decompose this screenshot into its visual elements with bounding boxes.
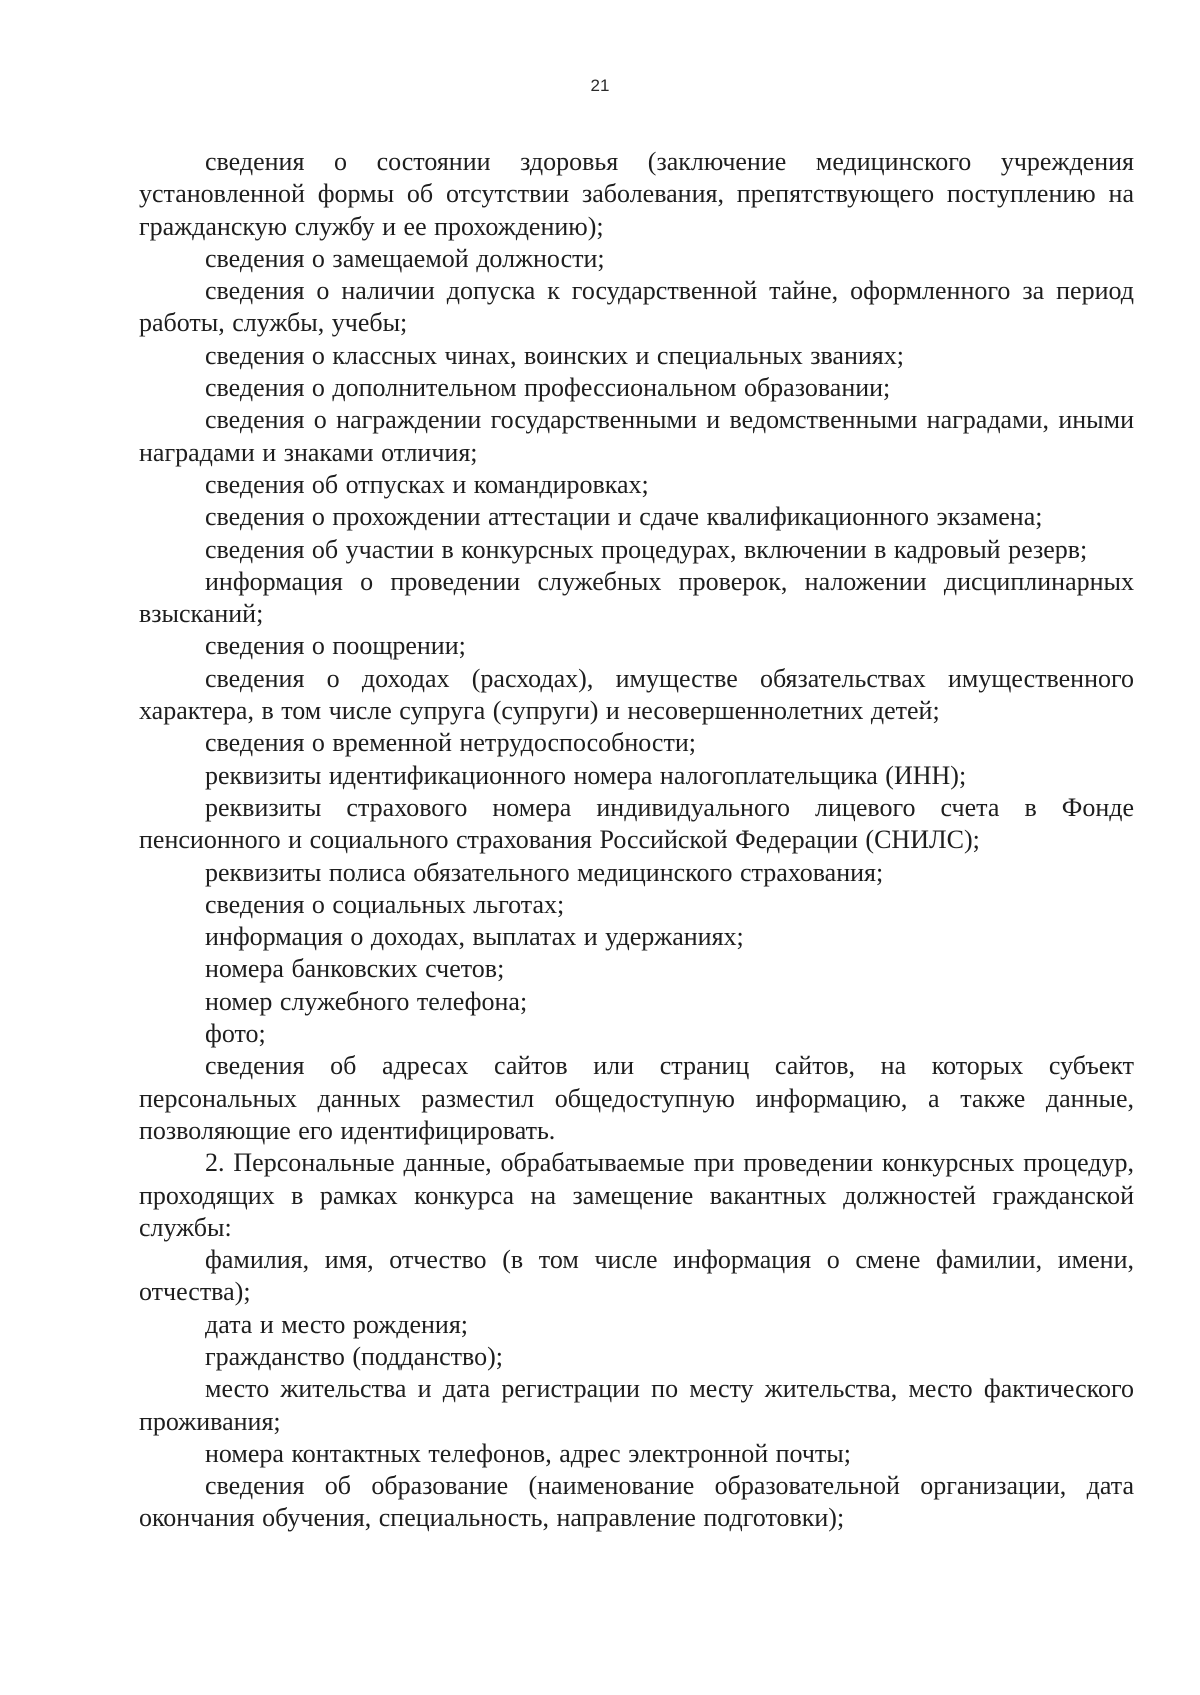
paragraph-photo: фото; — [205, 1019, 266, 1049]
paragraph-education: сведения об образование (наименование образовательной организации, дата окончания обучения, специальность, направление подготовки); — [139, 1471, 1134, 1533]
paragraph-residence: место жительства и дата регистрации по месту жительства, место фактического проживания; — [139, 1374, 1134, 1436]
paragraph-inspections: информация о проведении служебных проверок, наложении дисциплинарных взысканий; — [139, 566, 1134, 629]
paragraph-inn: реквизиты идентификационного номера налогоплательщика (ИНН); — [205, 760, 967, 790]
paragraph-full-name: фамилия, имя, отчество (в том числе информация о смене фамилии, имени, отчества); — [139, 1245, 1134, 1307]
paragraph-health: сведения о состоянии здоровья (заключение медицинского учреждения установленной формы об отсутствии заболевания, препятствующего поступлению на гражданскую службу и ее прохождению); — [139, 147, 1134, 241]
paragraph-encouragement: сведения о поощрении; — [205, 631, 466, 661]
page-number: 21 — [590, 76, 610, 95]
document-body — [139, 146, 1134, 1535]
paragraph-work-phone: номер служебного телефона; — [205, 986, 528, 1016]
paragraph-state-secret: сведения о наличии допуска к государственной тайне, оформленного за период работы, службы, учебы; — [139, 276, 1134, 338]
paragraph-income-declaration: сведения о доходах (расходах), имуществе обязательствах имущественного характера, в том числе супруга (супруги) и несовершеннолетних детей; — [139, 663, 1134, 726]
paragraph-payments: информация о доходах, выплатах и удержаниях; — [205, 922, 744, 952]
paragraph-ranks: сведения о классных чинах, воинских и специальных званиях; — [205, 340, 904, 370]
paragraph-disability: сведения о временной нетрудоспособности; — [205, 728, 696, 758]
paragraph-websites: сведения об адресах сайтов или страниц сайтов, на которых субъект персональных данных разместил общедоступную информацию, а также данные, позволяющие его идентифицировать. — [139, 1051, 1134, 1145]
paragraph-bank-accounts: номера банковских счетов; — [205, 954, 505, 984]
paragraph-social-benefits: сведения о социальных льготах; — [205, 889, 565, 919]
paragraph-vacations: сведения об отпусках и командировках; — [205, 469, 649, 499]
paragraph-attestation: сведения о прохождении аттестации и сдаче квалификационного экзамена; — [205, 502, 1043, 532]
paragraph-awards: сведения о награждении государственными и ведомственными наградами, иными наградами и знаками отличия; — [139, 405, 1134, 467]
paragraph-citizenship: гражданство (подданство); — [205, 1341, 503, 1371]
paragraph-contacts: номера контактных телефонов, адрес электронной почты; — [205, 1438, 851, 1468]
paragraph-position: сведения о замещаемой должности; — [205, 243, 605, 273]
paragraph-medical-policy: реквизиты полиса обязательного медицинского страхования; — [205, 857, 884, 887]
paragraph-section-2: 2. Персональные данные, обрабатываемые при проведении конкурсных процедур, проходящих в рамках конкурса на замещение вакантных должностей гражданской службы: — [139, 1148, 1134, 1242]
paragraph-snils: реквизиты страхового номера индивидуального лицевого счета в Фонде пенсионного и социального страхования Российской Федерации (СНИЛС); — [139, 792, 1134, 855]
paragraph-competitions: сведения об участии в конкурсных процедурах, включении в кадровый резерв; — [205, 534, 1088, 564]
paragraph-birth: дата и место рождения; — [205, 1309, 469, 1339]
paragraph-additional-education: сведения о дополнительном профессиональном образовании; — [205, 373, 891, 403]
